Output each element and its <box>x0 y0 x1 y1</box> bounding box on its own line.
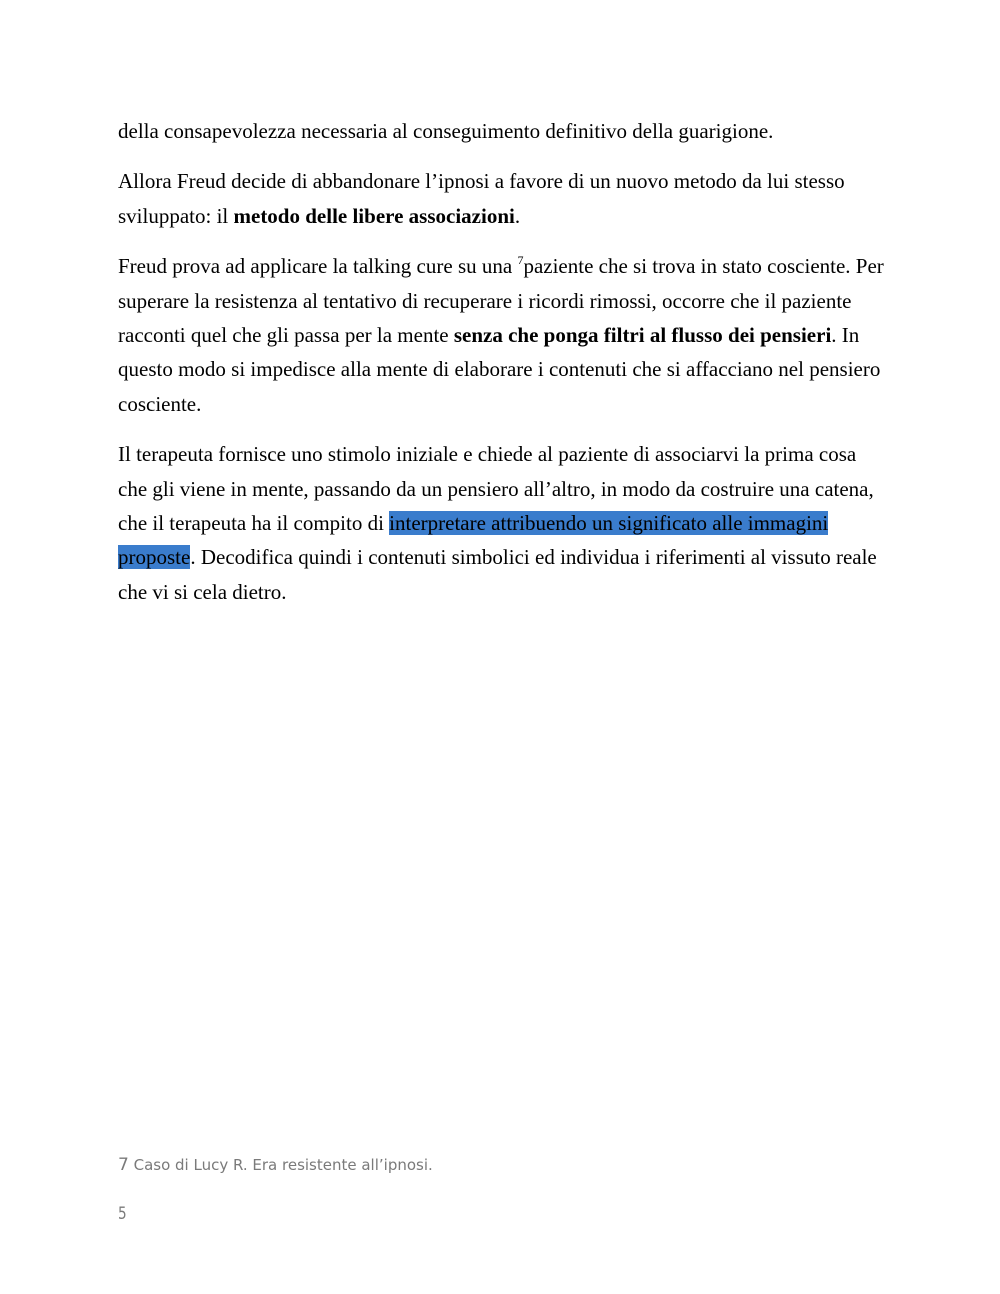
paragraph-2 <box>118 164 884 233</box>
paragraph-2-end: . <box>514 203 521 228</box>
paragraph-1 <box>118 114 884 148</box>
paragraph-2-bold-term: metodo delle libere associazioni <box>233 203 515 228</box>
paragraph-4 <box>118 437 884 609</box>
page-number: 5 <box>118 1204 127 1224</box>
paragraph-3 <box>118 249 884 421</box>
paragraph-4-text-start: Il terapeuta fornisce uno stimolo iniziale e chiede al paziente di associarvi la prima cosa che gli viene in mente, passando da un pensiero all’altro, in modo da costruire una catena, che il terapeuta ha il compito di <box>118 442 874 536</box>
footnote-number: 7 <box>118 1155 129 1175</box>
paragraph-3-text-middle: paziente che si trova in stato cosciente. Per superare la resistenza al tentativo di recuperare i ricordi rimossi, occorre che il paziente racconti quel che gli passa per la mente <box>118 254 884 348</box>
paragraph-3-text-end: . In questo modo si impedisce alla mente di elaborare i contenuti che si affacciano nel pensiero cosciente. <box>118 323 881 416</box>
selected-text-highlight[interactable]: interpretare attribuendo un significato alle immagini proposte <box>118 511 829 570</box>
paragraph-1-text: della consapevolezza necessaria al conseguimento definitivo della guarigione. <box>118 119 774 143</box>
paragraph-3-text-start: Freud prova ad applicare la talking cure su una <box>118 254 518 279</box>
paragraph-3-bold-phrase: senza che ponga filtri al flusso dei pensieri <box>453 323 832 348</box>
paragraph-4-text-end: . Decodifica quindi i contenuti simbolici ed individua i riferimenti al vissuto reale che vi si cela dietro. <box>118 545 877 604</box>
footnote <box>118 1155 433 1175</box>
paragraph-2-text: Allora Freud decide di abbandonare l’ipnosi a favore di un nuovo metodo da lui stesso sviluppato: il <box>118 169 845 228</box>
document-body <box>118 114 884 625</box>
footnote-reference[interactable]: 7 <box>517 253 524 268</box>
footnote-text: Caso di Lucy R. Era resistente all’ipnosi. <box>128 1156 433 1174</box>
